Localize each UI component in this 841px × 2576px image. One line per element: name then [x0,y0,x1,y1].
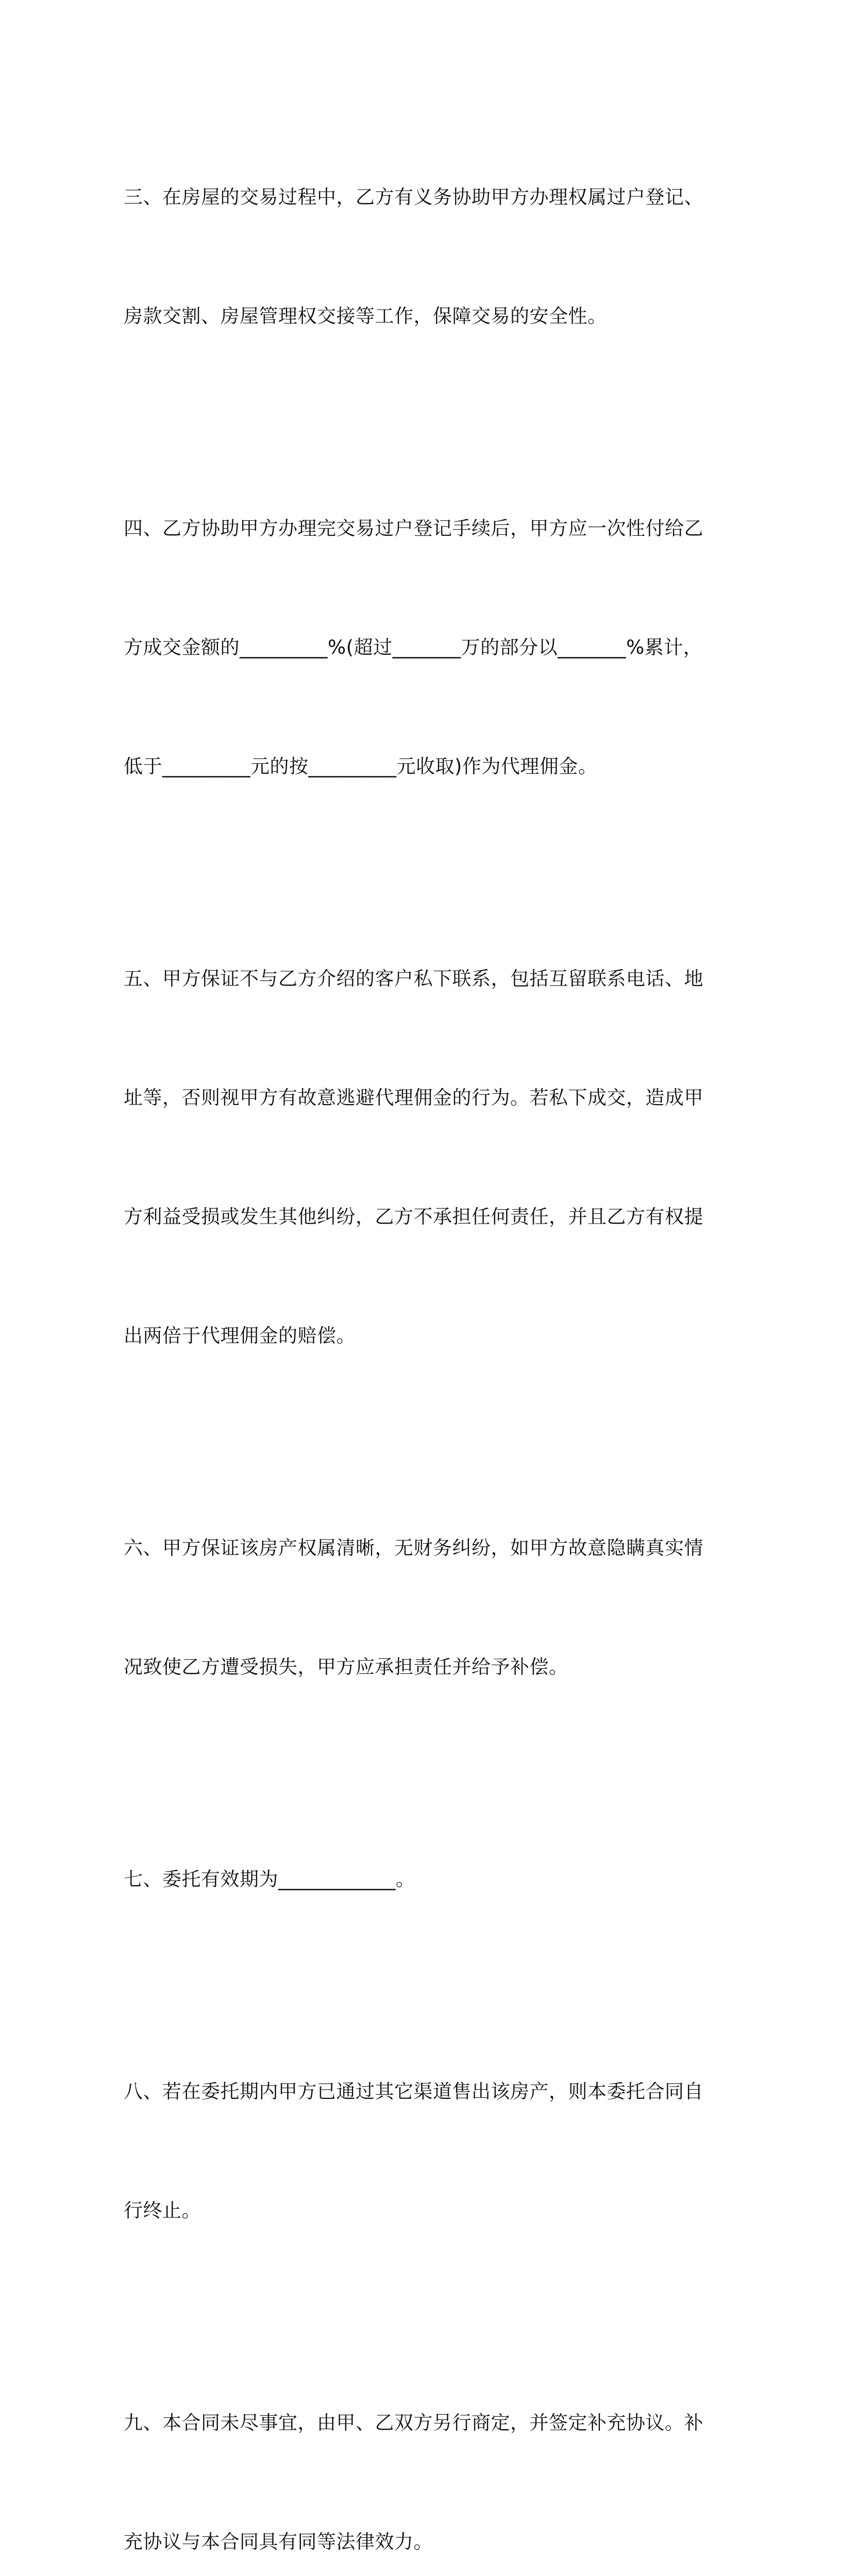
clause-6 [124,1449,721,1766]
clause-9 [124,2324,721,2576]
clause-4-line-3: 低于_________元的按_________元收取)作为代理佣金。 [124,755,598,777]
clause-9-line-1: 九、本合同未尽事宜，由甲、乙双方另行商定，并签定补充协议。补 [124,2412,703,2434]
clause-5-line-4: 出两倍于代理佣金的赔偿。 [124,1325,356,1347]
clause-3 [124,98,721,415]
clause-5-line-3: 方利益受损或发生其他纠纷，乙方不承担任何责任，并且乙方有权提 [124,1206,703,1228]
clause-7 [124,1780,721,1978]
clause-8 [124,1992,721,2310]
clause-8-line-1: 八、若在委托期内甲方已通过其它渠道售出该房产，则本委托合同自 [124,2080,703,2103]
clause-8-line-2: 行终止。 [124,2199,201,2222]
clause-3-line-2: 房款交割、房屋管理权交接等工作，保障交易的安全性。 [124,305,607,327]
clause-3-line-1: 三、在房屋的交易过程中，乙方有义务协助甲方办理权属过户登记、 [124,186,703,208]
clause-6-line-2: 况致使乙方遭受损失，甲方应承担责任并给予补偿。 [124,1656,568,1678]
clause-6-line-1: 六、甲方保证该房产权属清晰，无财务纠纷，如甲方故意隐瞒真实情 [124,1537,703,1559]
clause-9-line-2: 充协议与本合同具有同等法律效力。 [124,2531,433,2553]
clause-4-line-1: 四、乙方协助甲方办理完交易过户登记手续后，甲方应一次性付给乙 [124,517,703,539]
clause-5-line-1: 五、甲方保证不与乙方介绍的客户私下联系，包括互留联系电话、地 [124,968,703,990]
clause-7-line-1: 七、委托有效期为____________。 [124,1868,415,1890]
contract-body [124,98,721,2576]
clause-4 [124,429,721,866]
clause-4-line-2: 方成交金额的_________%(超过_______万的部分以_______%累计， [124,636,703,658]
clause-5 [124,879,721,1435]
clause-5-line-2: 址等，否则视甲方有故意逃避代理佣金的行为。若私下成交，造成甲 [124,1087,703,1109]
